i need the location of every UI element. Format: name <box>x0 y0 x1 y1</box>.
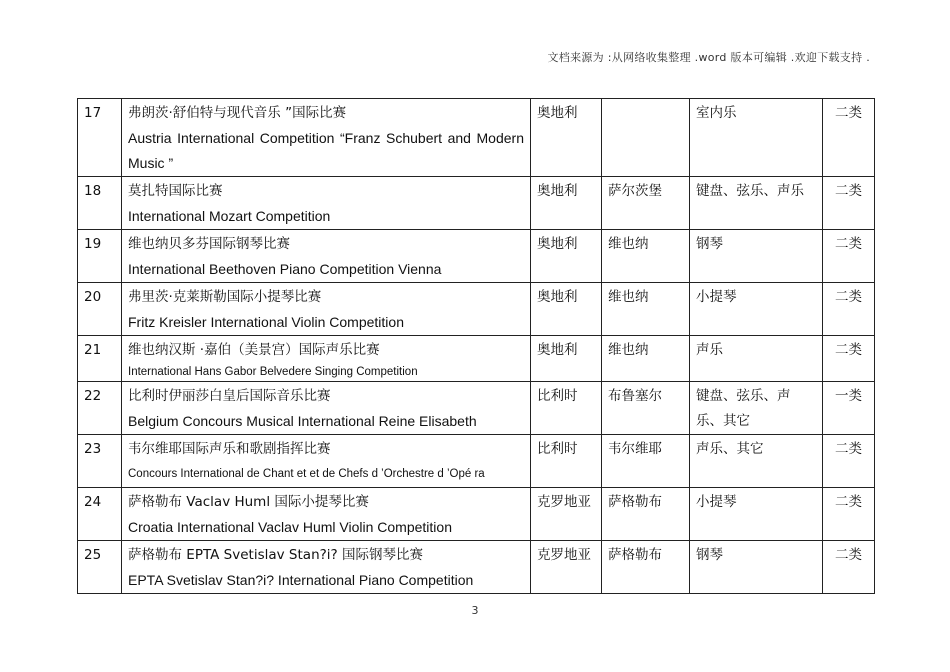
competition-name-cell <box>122 382 531 435</box>
level-cell: 二类 <box>823 488 875 541</box>
category-cell: 钢琴 <box>690 541 823 594</box>
category-cell: 室内乐 <box>690 99 823 177</box>
country-cell: 奥地利 <box>531 230 602 283</box>
competition-name-zh: 弗朗茨·舒伯特与现代音乐 ”国际比赛 <box>128 105 347 121</box>
table-row <box>78 99 875 177</box>
competition-name-en: Croatia International Vaclav Huml Violin Competition <box>128 519 452 535</box>
city-cell: 萨尔茨堡 <box>602 177 690 230</box>
competition-name-en: Concours International de Chant et et de Chefs d ’Orchestre d ’Opé ra <box>128 468 485 480</box>
competition-name-cell <box>122 336 531 382</box>
table-row <box>78 435 875 488</box>
competition-name-zh: 比利时伊丽莎白皇后国际音乐比赛 <box>128 388 331 404</box>
row-number: 21 <box>78 336 122 382</box>
competition-name-cell <box>122 541 531 594</box>
category-cell: 钢琴 <box>690 230 823 283</box>
competition-name-zh: 萨格勒布 EPTA Svetislav Stan?i? 国际钢琴比赛 <box>128 547 423 563</box>
table-row <box>78 541 875 594</box>
city-cell: 维也纳 <box>602 283 690 336</box>
competition-name-cell <box>122 177 531 230</box>
level-cell: 二类 <box>823 230 875 283</box>
row-number: 24 <box>78 488 122 541</box>
category-cell: 小提琴 <box>690 283 823 336</box>
competition-name-zh: 弗里茨·克莱斯勒国际小提琴比赛 <box>128 289 322 305</box>
competition-name-en: Belgium Concours Musical International Reine Elisabeth <box>128 413 477 429</box>
row-number: 20 <box>78 283 122 336</box>
category-cell: 小提琴 <box>690 488 823 541</box>
country-cell: 克罗地亚 <box>531 488 602 541</box>
competition-name-en: Fritz Kreisler International Violin Competition <box>128 314 404 330</box>
competition-name-zh: 维也纳汉斯 ·嘉伯（美景宫）国际声乐比赛 <box>128 342 380 358</box>
row-number: 22 <box>78 382 122 435</box>
city-cell: 维也纳 <box>602 230 690 283</box>
competition-name-cell <box>122 488 531 541</box>
country-cell: 奥地利 <box>531 177 602 230</box>
category-cell: 声乐 <box>690 336 823 382</box>
table-row <box>78 336 875 382</box>
table-row <box>78 488 875 541</box>
city-cell <box>602 99 690 177</box>
table-row <box>78 382 875 435</box>
country-cell: 克罗地亚 <box>531 541 602 594</box>
city-cell: 韦尔维耶 <box>602 435 690 488</box>
competition-name-en: International Mozart Competition <box>128 208 331 224</box>
city-cell: 维也纳 <box>602 336 690 382</box>
level-cell: 二类 <box>823 541 875 594</box>
competition-name-en: EPTA Svetislav Stan?i? International Piano Competition <box>128 572 474 588</box>
country-cell: 奥地利 <box>531 99 602 177</box>
level-cell: 二类 <box>823 336 875 382</box>
page-number: 3 <box>471 604 479 617</box>
category-cell: 键盘、弦乐、声乐、其它 <box>690 382 823 435</box>
row-number: 19 <box>78 230 122 283</box>
level-cell: 二类 <box>823 99 875 177</box>
row-number: 18 <box>78 177 122 230</box>
table-row <box>78 230 875 283</box>
level-cell: 二类 <box>823 283 875 336</box>
level-cell: 一类 <box>823 382 875 435</box>
competition-name-zh: 韦尔维耶国际声乐和歌剧指挥比赛 <box>128 441 331 457</box>
country-cell: 比利时 <box>531 382 602 435</box>
city-cell: 萨格勒布 <box>602 541 690 594</box>
table-row <box>78 283 875 336</box>
competition-name-cell <box>122 435 531 488</box>
city-cell: 布鲁塞尔 <box>602 382 690 435</box>
competition-name-cell <box>122 99 531 177</box>
competition-name-cell <box>122 283 531 336</box>
country-cell: 奥地利 <box>531 336 602 382</box>
table-row <box>78 177 875 230</box>
competition-name-en: Austria International Competition “Franz Schubert and Modern Music ” <box>128 130 524 171</box>
competition-name-en: International Beethoven Piano Competition Vienna <box>128 261 442 277</box>
row-number: 23 <box>78 435 122 488</box>
category-cell: 声乐、其它 <box>690 435 823 488</box>
country-cell: 奥地利 <box>531 283 602 336</box>
category-cell: 键盘、弦乐、声乐 <box>690 177 823 230</box>
competition-name-zh: 维也纳贝多芬国际钢琴比赛 <box>128 236 290 252</box>
header-source-note: 文档来源为 :从网络收集整理 .word 版本可编辑 .欢迎下载支持 . <box>547 51 870 64</box>
row-number: 17 <box>78 99 122 177</box>
competition-name-cell <box>122 230 531 283</box>
row-number: 25 <box>78 541 122 594</box>
competition-name-en: International Hans Gabor Belvedere Singing Competition <box>128 366 418 378</box>
country-cell: 比利时 <box>531 435 602 488</box>
level-cell: 二类 <box>823 435 875 488</box>
competition-name-zh: 莫扎特国际比赛 <box>128 183 223 199</box>
competition-table <box>77 98 875 594</box>
competition-name-zh: 萨格勒布 Vaclav Huml 国际小提琴比赛 <box>128 494 369 510</box>
level-cell: 二类 <box>823 177 875 230</box>
city-cell: 萨格勒布 <box>602 488 690 541</box>
